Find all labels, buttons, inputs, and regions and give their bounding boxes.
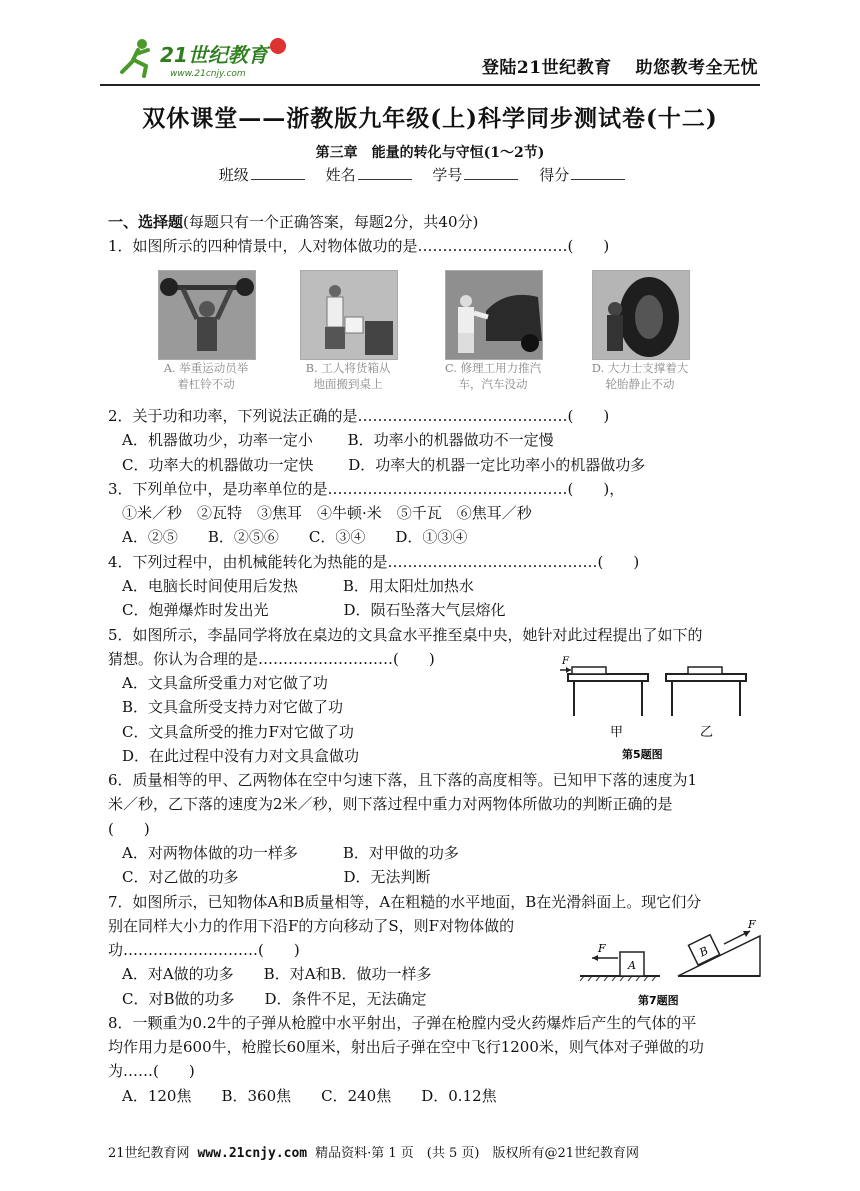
q1-photo-a xyxy=(158,270,256,360)
q7-options-row1: A．对A做的功多 B．对A和B．做功一样多 xyxy=(122,965,432,983)
q6-stem-line2: 米／秒，乙下落的速度为2米／秒，则下落过程中重力对两物体所做功的判断正确的是 xyxy=(108,795,673,813)
q1-stem: 1．如图所示的四种情景中，人对物体做功的是…………………………( ) xyxy=(108,237,610,255)
q1-caption-a: A. 举重运动员举 着杠铃不动 xyxy=(163,361,249,391)
svg-text:www.21cnjy.com: www.21cnjy.com xyxy=(170,69,246,79)
q1-photo-b xyxy=(300,270,398,360)
q4-options-row2: C．炮弹爆炸时发出光 D．陨石坠落大气层熔化 xyxy=(122,601,506,619)
q2-options-row2: C．功率大的机器做功一定快 D．功率大的机器一定比功率小的机器做功多 xyxy=(122,456,646,474)
svg-text:甲: 甲 xyxy=(610,725,624,740)
q6-options-row1: A．对两物体做的功一样多 B．对甲做的功多 xyxy=(122,844,459,862)
q5-option-c: C．文具盒所受的推力F对它做了功 xyxy=(122,723,354,741)
id-label: 学号 xyxy=(432,166,463,184)
runner-icon xyxy=(122,39,148,76)
q1-caption-b: B. 工人将货箱从 地面搬到桌上 xyxy=(305,361,391,391)
q5-option-a: A．文具盒所受重力对它做了功 xyxy=(122,674,328,692)
q7-stem-line2: 别在同样大小力的作用下沿F的方向移动了S，则F对物体做的 xyxy=(108,917,515,935)
page-footer xyxy=(108,1142,639,1161)
q5-stem-line1: 5．如图所示，李晶同学将放在桌边的文具盒水平推至桌中央，她针对此过程提出了如下的 xyxy=(108,626,703,644)
q1-caption-c: C. 修理工用力推汽 车，汽车没动 xyxy=(444,361,542,391)
q6-stem-line1: 6．质量相等的甲、乙两物体在空中匀速下落，且下落的高度相等。已知甲下落的速度为1 xyxy=(108,771,698,789)
svg-text:A: A xyxy=(628,959,636,972)
class-blank[interactable] xyxy=(251,165,305,180)
svg-text:F: F xyxy=(598,942,606,955)
svg-text:21世纪教育: 21世纪教育 xyxy=(160,43,268,67)
q5-option-d: D．在此过程中没有力对文具盒做功 xyxy=(122,747,360,765)
id-blank[interactable] xyxy=(464,165,518,180)
q3-stem: 3．下列单位中，是功率单位的是…………………………………………( )， xyxy=(108,480,625,498)
q7-figure xyxy=(578,918,762,1010)
q8-stem-line1: 8．一颗重为0.2牛的子弹从枪膛中水平射出，子弹在枪膛内受火药爆炸后产生的气体的平 xyxy=(108,1014,697,1032)
q1-photo-d xyxy=(592,270,690,360)
q5-stem-line2: 猜想。你认为合理的是………………………( ) xyxy=(108,650,435,668)
header-slogan: 登陆21世纪教育 助您教考全无忧 xyxy=(481,58,758,78)
q2-stem: 2．关于功和功率，下列说法正确的是……………………………………( ) xyxy=(108,407,610,425)
score-blank[interactable] xyxy=(571,165,625,180)
svg-text:第5题图: 第5题图 xyxy=(622,748,663,761)
q2-options-row1: A．机器做功少，功率一定小 B．功率小的机器做功不一定慢 xyxy=(122,431,554,449)
q7-stem-line1: 7．如图所示，已知物体A和B质量相等，A在粗糙的水平地面，B在光滑斜面上。现它们分 xyxy=(108,893,702,911)
site-logo xyxy=(112,32,312,82)
q8-stem-line3: 为……( ) xyxy=(108,1062,195,1080)
class-label: 班级 xyxy=(218,166,249,184)
page-title: 双休课堂——浙教版九年级(上)科学同步测试卷(十二) xyxy=(142,105,718,132)
svg-text:乙: 乙 xyxy=(700,725,714,740)
page-subtitle: 第三章 能量的转化与守恒(1～2节) xyxy=(315,145,545,161)
q3-units: ①米／秒 ②瓦特 ③焦耳 ④牛顿·米 ⑤千瓦 ⑥焦耳／秒 xyxy=(122,504,532,522)
q4-stem: 4．下列过程中，由机械能转化为热能的是……………………………………( ) xyxy=(108,553,640,571)
score-label: 得分 xyxy=(539,166,570,184)
footer-site: 21世纪教育网 xyxy=(108,1146,190,1161)
q7-options-row2: C．对B做的功多 D．条件不足，无法确定 xyxy=(122,990,427,1008)
student-info-fields xyxy=(0,164,860,185)
q8-stem-line2: 均作用力是600牛，枪膛长60厘米，射出后子弹在空中飞行1200米，则气体对子弹做的功 xyxy=(108,1038,704,1056)
svg-text:F: F xyxy=(748,918,756,931)
name-label: 姓名 xyxy=(325,166,356,184)
svg-text:B: B xyxy=(697,944,711,960)
footer-url-link[interactable]: www.21cnjy.com xyxy=(197,1146,308,1161)
svg-text:第7题图: 第7题图 xyxy=(638,994,679,1007)
footer-info: 精品资料·第 1 页 (共 5 页) 版权所有@21世纪教育网 xyxy=(315,1146,640,1161)
page-header xyxy=(100,32,760,86)
section-heading: 一、选择题(每题只有一个正确答案，每题2分，共40分) xyxy=(108,213,479,231)
q1-caption-d: D. 大力士支撑着大 轮胎静止不动 xyxy=(591,361,689,391)
q5-option-b: B．文具盒所受支持力对它做了功 xyxy=(122,698,344,716)
q4-options-row1: A．电脑长时间使用后发热 B．用太阳灶加热水 xyxy=(122,577,474,595)
q6-options-row2: C．对乙做的功多 D．无法判断 xyxy=(122,868,431,886)
q5-figure xyxy=(560,652,760,764)
apple-icon xyxy=(270,38,286,54)
q6-stem-line3: ( ) xyxy=(108,820,150,838)
svg-text:F: F xyxy=(562,656,569,667)
q8-options: A．120焦 B．360焦 C．240焦 D．0.12焦 xyxy=(122,1087,497,1105)
q1-photo-c xyxy=(445,270,543,360)
name-blank[interactable] xyxy=(358,165,412,180)
q7-stem-line3: 功………………………( ) xyxy=(108,941,300,959)
q3-options: A．②⑤ B．②⑤⑥ C．③④ D．①③④ xyxy=(122,528,468,546)
